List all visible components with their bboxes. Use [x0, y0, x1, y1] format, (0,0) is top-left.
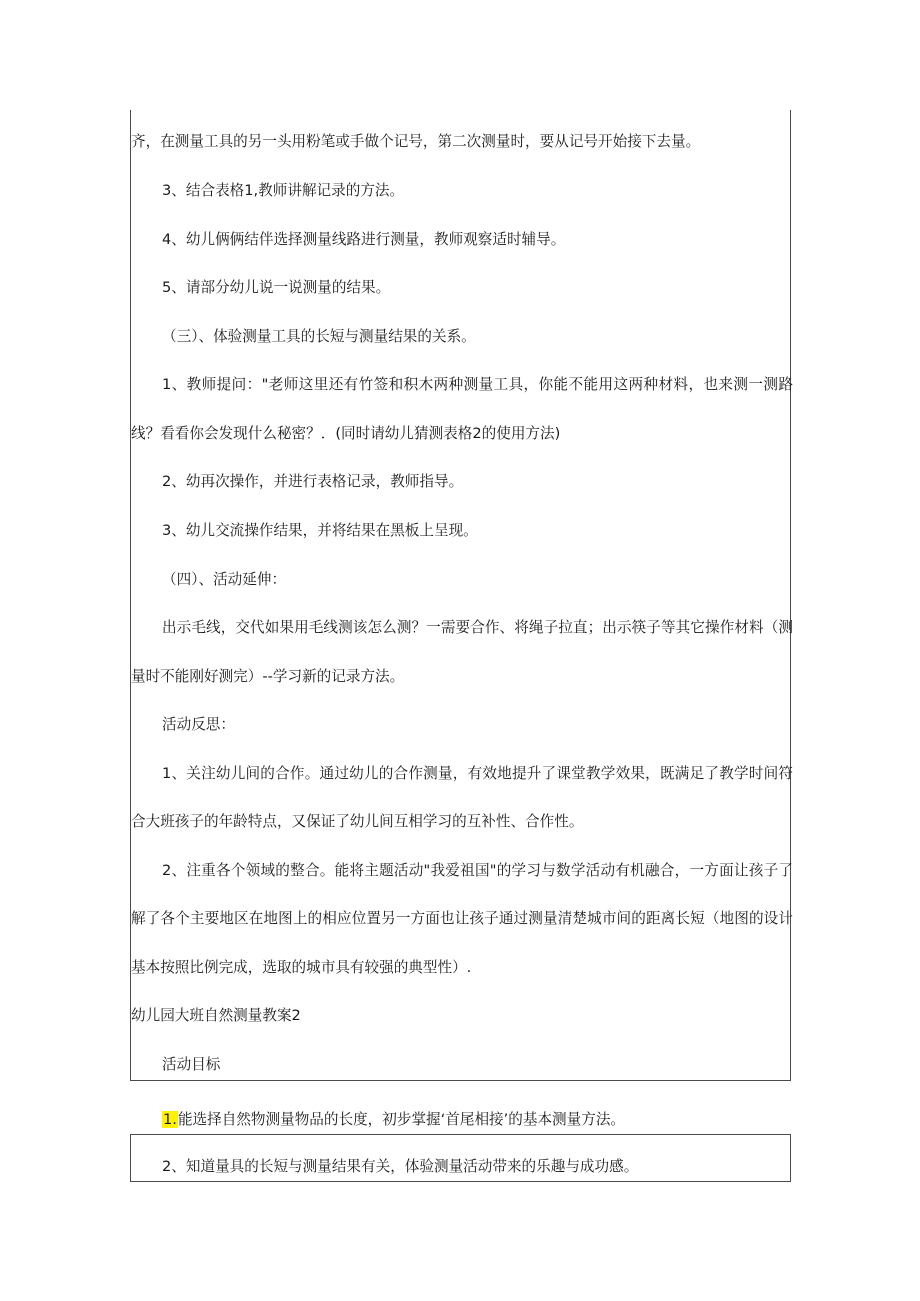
- content-table-frame: [130, 110, 791, 1081]
- reflection-1-continuation: 合大班孩子的年龄特点，又保证了幼儿间互相学习的互补性、合作性。: [131, 813, 584, 830]
- reflection-2-end: 基本按照比例完成，选取的城市具有较强的典型性）.: [131, 959, 472, 976]
- step-5-text: 5、请部分幼儿说一说测量的结果。: [162, 279, 391, 296]
- text-line-continuation: 齐，在测量工具的另一头用粉笔或手做个记号，第二次测量时，要从记号开始接下去量。: [131, 133, 701, 150]
- reflection-2-text: 2、注重各个领域的整合。能将主题活动"我爱祖国"的学习与数学活动有机融合，一方面让孩子了: [162, 862, 793, 879]
- step-3-exchange-text: 3、幼儿交流操作结果，并将结果在黑板上呈现。: [162, 522, 478, 539]
- section-3-heading: （三）、体验测量工具的长短与测量结果的关系。: [162, 328, 476, 345]
- objective-1-number: 1.: [163, 1111, 177, 1128]
- step-2-text: 2、幼再次操作，并进行表格记录，教师指导。: [162, 473, 464, 490]
- step-3-text: 3、结合表格1,教师讲解记录的方法。: [162, 182, 405, 199]
- reflection-2-continuation: 解了各个主要地区在地图上的相应位置另一方面也让孩子通过测量清楚城市间的距离长短（地图的设计: [131, 910, 793, 927]
- section-4-heading: （四）、活动延伸：: [162, 571, 287, 588]
- objectives-heading: 活动目标: [162, 1056, 221, 1073]
- reflection-1-text: 1、关注幼儿间的合作。通过幼儿的合作测量，有效地提升了课堂教学效果，既满足了教学时间符: [162, 765, 793, 782]
- objective-1-text: 能选择自然物测量物品的长度，初步掌握‘首尾相接’的基本测量方法。: [177, 1111, 626, 1128]
- lesson-plan-2-title: 幼儿园大班自然测量教案2: [131, 1007, 301, 1024]
- objective-2: 2、知道量具的长短与测量结果有关，体验测量活动带来的乐趣与成功感。: [162, 1158, 639, 1175]
- step-4-text: 4、幼儿俩俩结伴选择测量线路进行测量，教师观察适时辅导。: [162, 231, 566, 248]
- reflection-heading: 活动反思：: [162, 716, 235, 733]
- extension-text: 出示毛线，交代如果用毛线测该怎么测？一需要合作、将绳子拉直；出示筷子等其它操作材料（测: [162, 619, 793, 636]
- teacher-question-continuation: 线？看看你会发现什么秘密？．(同时请幼儿猜测表格2的使用方法): [131, 425, 561, 442]
- objective-1: [162, 1110, 625, 1130]
- teacher-question-text: 1、教师提问："老师这里还有竹签和积木两种测量工具，你能不能用这两种材料，也来测一测路: [162, 376, 793, 393]
- extension-continuation: 量时不能刚好测完）--学习新的记录方法。: [131, 668, 405, 685]
